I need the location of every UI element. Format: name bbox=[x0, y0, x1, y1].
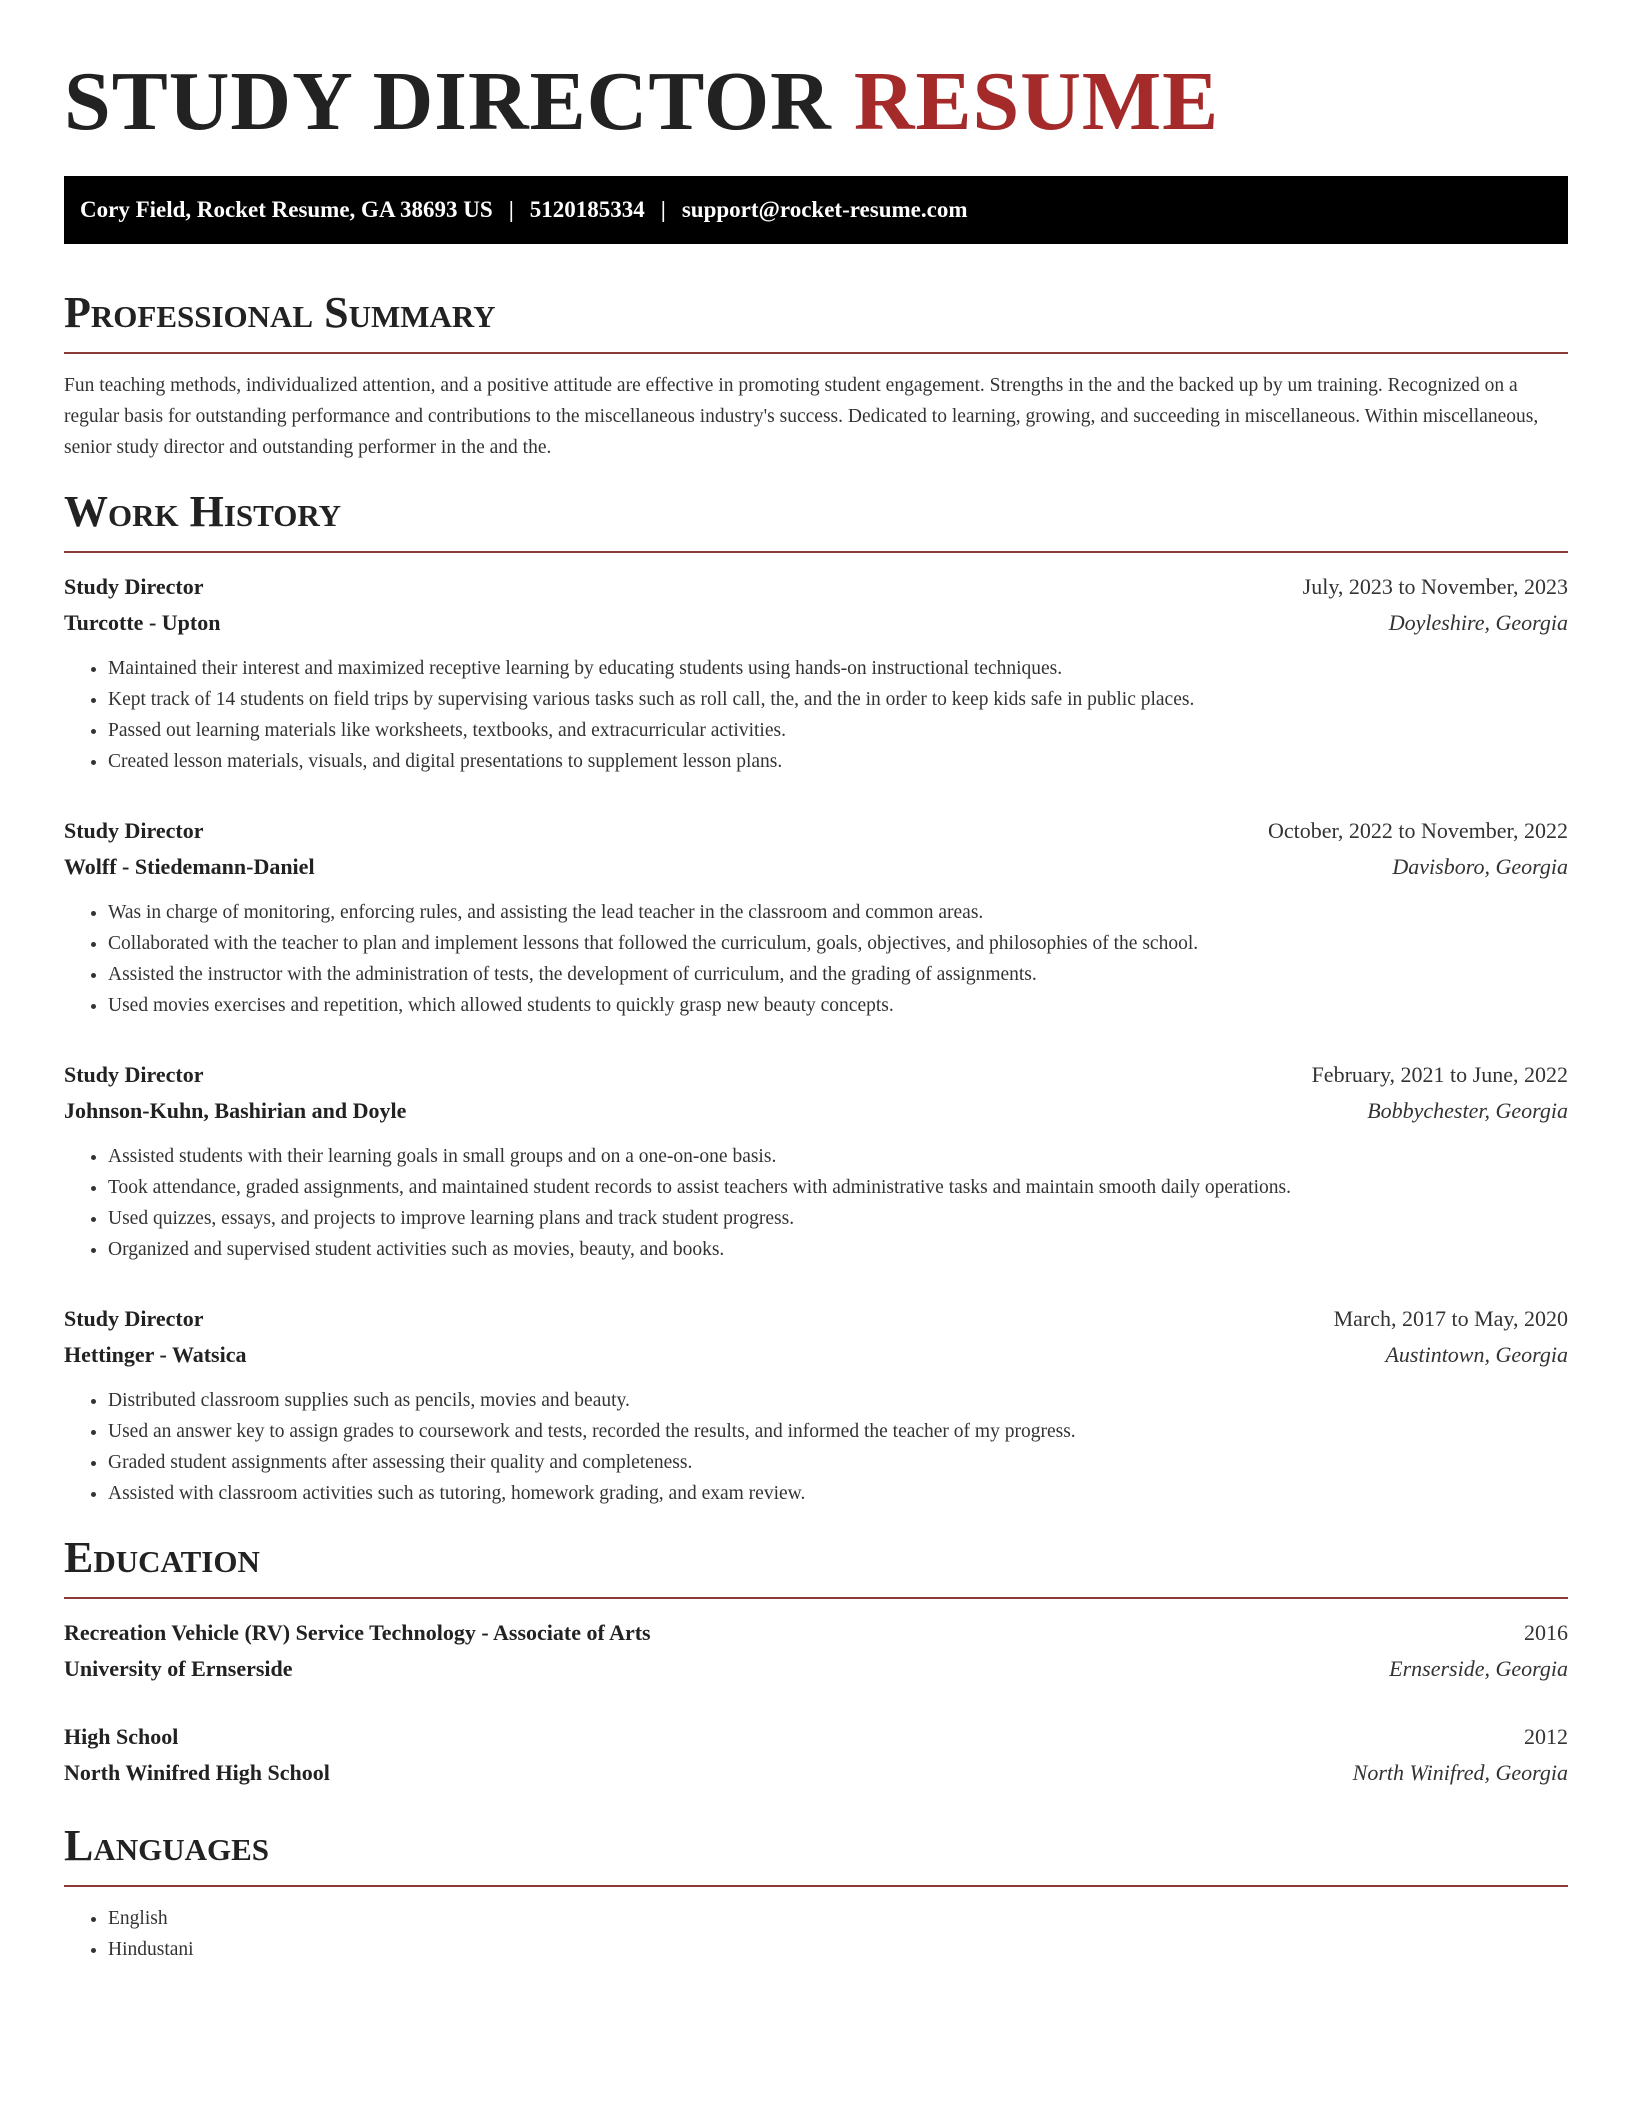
job-bullets bbox=[64, 897, 1568, 1021]
job-bullet: • Kept track of 14 students on field trips by supervising various tasks such as roll call, the, and the in order to keep kids safe in public places. bbox=[108, 684, 1568, 715]
job-dates: February, 2021 to June, 2022 bbox=[1311, 1062, 1568, 1087]
job-bullet: • Was in charge of monitoring, enforcing rules, and assisting the lead teacher in the classroom and common areas. bbox=[108, 897, 1568, 928]
job-dates: July, 2023 to November, 2023 bbox=[1302, 574, 1568, 599]
job-entry bbox=[64, 813, 1568, 1021]
education-year: 2012 bbox=[1524, 1724, 1568, 1749]
job-bullet: • Used an answer key to assign grades to coursework and tests, recorded the results, and informed the teacher of my progress. bbox=[108, 1416, 1568, 1447]
education-school-row bbox=[64, 1755, 1568, 1791]
job-company-row bbox=[64, 1337, 1568, 1373]
job-entry bbox=[64, 1301, 1568, 1509]
education-entry bbox=[64, 1719, 1568, 1791]
language-item: • Hindustani bbox=[108, 1934, 1568, 1965]
job-company-row bbox=[64, 1093, 1568, 1129]
job-dates: October, 2022 to November, 2022 bbox=[1267, 818, 1568, 843]
job-location: Bobbychester, Georgia bbox=[1367, 1098, 1568, 1123]
contact-separator: | bbox=[660, 197, 666, 222]
resume-page bbox=[64, 52, 1568, 1965]
job-header-row bbox=[64, 1301, 1568, 1337]
contact-phone: 5120185334 bbox=[529, 197, 645, 222]
job-bullet: • Took attendance, graded assignments, and maintained student records to assist teachers with administrative tasks and maintain smooth daily operations. bbox=[108, 1172, 1568, 1203]
title-accent: RESUME bbox=[853, 55, 1220, 148]
education-year: 2016 bbox=[1524, 1620, 1568, 1645]
job-company: Hettinger - Watsica bbox=[64, 1342, 247, 1367]
job-company: Turcotte - Upton bbox=[64, 610, 221, 635]
job-bullets bbox=[64, 1141, 1568, 1265]
job-bullet: • Maintained their interest and maximized receptive learning by educating students using hands-on instructional techniques. bbox=[108, 653, 1568, 684]
education-location: Ernserside, Georgia bbox=[1389, 1656, 1568, 1681]
job-bullets bbox=[64, 653, 1568, 777]
education-school: North Winifred High School bbox=[64, 1760, 330, 1785]
education-entry bbox=[64, 1615, 1568, 1687]
job-title: Study Director bbox=[64, 574, 204, 599]
job-bullet: • Assisted students with their learning goals in small groups and on a one-on-one basis. bbox=[108, 1141, 1568, 1172]
summary-text: Fun teaching methods, individualized attention, and a positive attitude are effective in promoting student engagement. Strengths in the and the backed up by um training. Recognized on a regular basis for outstanding performance and contributions to the miscellaneous industry's success. Dedicated to learning, growing, and succeeding in miscellaneous. Within miscellaneous, senior study director and outstanding performer in the and the. bbox=[64, 375, 1539, 458]
job-bullet: • Collaborated with the teacher to plan and implement lessons that followed the curriculum, goals, objectives, and philosophies of the school. bbox=[108, 928, 1568, 959]
education-degree: High School bbox=[64, 1724, 179, 1749]
job-bullets bbox=[64, 1385, 1568, 1509]
language-item: • English bbox=[108, 1903, 1568, 1934]
job-title: Study Director bbox=[64, 818, 204, 843]
education-degree: Recreation Vehicle (RV) Service Technology - Associate of Arts bbox=[64, 1620, 651, 1645]
job-company: Johnson-Kuhn, Bashirian and Doyle bbox=[64, 1098, 407, 1123]
languages-heading: Languages bbox=[64, 1819, 1568, 1887]
resume-title bbox=[64, 52, 1568, 152]
job-bullet: • Assisted with classroom activities such as tutoring, homework grading, and exam review. bbox=[108, 1478, 1568, 1509]
contact-separator: | bbox=[508, 197, 514, 222]
education-school-row bbox=[64, 1651, 1568, 1687]
job-header-row bbox=[64, 813, 1568, 849]
job-company-row bbox=[64, 605, 1568, 641]
education-degree-row bbox=[64, 1719, 1568, 1755]
work-history-heading: Work History bbox=[64, 485, 1568, 553]
job-header-row bbox=[64, 1057, 1568, 1093]
job-bullet: • Distributed classroom supplies such as pencils, movies and beauty. bbox=[108, 1385, 1568, 1416]
education-heading: Education bbox=[64, 1531, 1568, 1599]
education-school: University of Ernserside bbox=[64, 1656, 293, 1681]
education-degree-row bbox=[64, 1615, 1568, 1651]
job-location: Austintown, Georgia bbox=[1385, 1342, 1568, 1367]
summary-heading: Professional Summary bbox=[64, 286, 1568, 354]
job-bullet: • Used quizzes, essays, and projects to improve learning plans and track student progress. bbox=[108, 1203, 1568, 1234]
contact-email: support@rocket-resume.com bbox=[681, 197, 968, 222]
job-header-row bbox=[64, 569, 1568, 605]
job-bullet: • Organized and supervised student activities such as movies, beauty, and books. bbox=[108, 1234, 1568, 1265]
contact-bar bbox=[64, 176, 1568, 244]
contact-address: Cory Field, Rocket Resume, GA 38693 US bbox=[80, 197, 493, 222]
title-main: STUDY DIRECTOR bbox=[64, 55, 832, 148]
job-bullet: • Used movies exercises and repetition, which allowed students to quickly grasp new beauty concepts. bbox=[108, 990, 1568, 1021]
job-location: Davisboro, Georgia bbox=[1392, 854, 1568, 879]
job-company: Wolff - Stiedemann-Daniel bbox=[64, 854, 315, 879]
education-location: North Winifred, Georgia bbox=[1352, 1760, 1568, 1785]
job-dates: March, 2017 to May, 2020 bbox=[1333, 1306, 1568, 1331]
job-entry bbox=[64, 569, 1568, 777]
job-title: Study Director bbox=[64, 1306, 204, 1331]
job-entry bbox=[64, 1057, 1568, 1265]
job-company-row bbox=[64, 849, 1568, 885]
job-bullet: • Created lesson materials, visuals, and digital presentations to supplement lesson plans. bbox=[108, 746, 1568, 777]
job-bullet: • Passed out learning materials like worksheets, textbooks, and extracurricular activities. bbox=[108, 715, 1568, 746]
job-bullet: • Graded student assignments after assessing their quality and completeness. bbox=[108, 1447, 1568, 1478]
job-title: Study Director bbox=[64, 1062, 204, 1087]
job-location: Doyleshire, Georgia bbox=[1388, 610, 1568, 635]
languages-list bbox=[64, 1903, 1568, 1965]
job-bullet: • Assisted the instructor with the administration of tests, the development of curriculum, and the grading of assignments. bbox=[108, 959, 1568, 990]
